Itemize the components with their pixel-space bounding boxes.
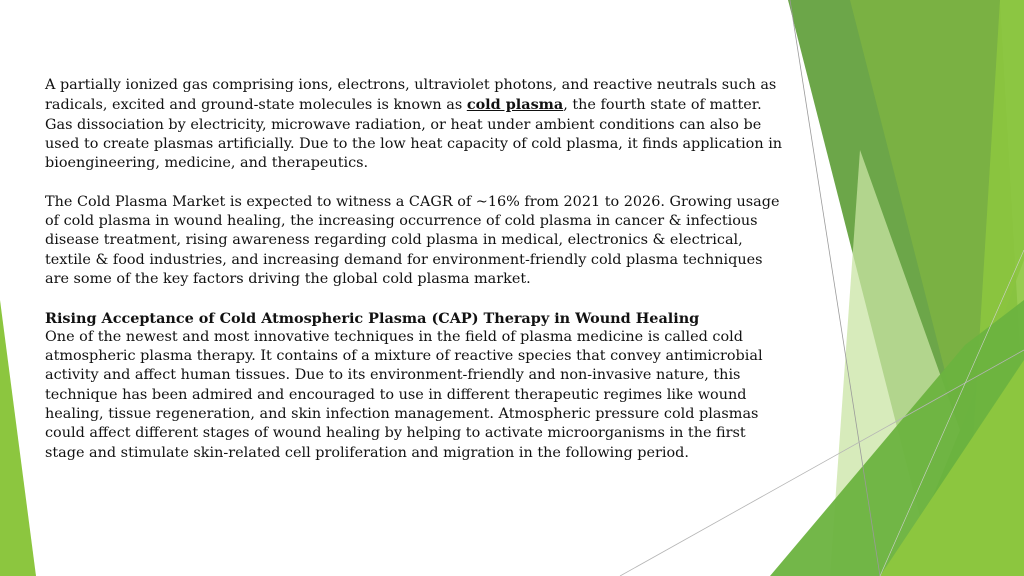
- intro-text-before: A partially ionized gas comprising ions, electrons, ultraviolet photons, and reactive neutrals such as radicals, excited and ground-state molecules is known as: [45, 77, 777, 114]
- section-body: One of the newest and most innovative techniques in the field of plasma medicine is called cold atmospheric plasma therapy. It contains of a mixture of reactive species that convey antimicrobial activity and affect human tissues. Due to its environment-friendly and non-invasive nature, this technique has been admired and encouraged to use in different therapeutic regimes like wound healing, tissue regeneration, and skin infection management. Atmospheric pressure cold plasmas could affect different stages of wound healing by helping to activate microorganisms in the first stage and stimulate skin-related cell proliferation and migration in the following period.: [45, 328, 763, 461]
- intro-text-after: , the fourth state of matter. Gas dissociation by electricity, microwave radiation, or heat under ambient conditions can also be used to create plasmas artificially. Due to the low heat capacity of cold plasma, it finds application in bioengineering, medicine, and therapeutics.: [45, 97, 783, 172]
- section-heading: Rising Acceptance of Cold Atmospheric Plasma (CAP) Therapy in Wound Healing: [45, 309, 700, 327]
- text-content: [45, 76, 785, 463]
- market-paragraph: The Cold Plasma Market is expected to witness a CAGR of ~16% from 2021 to 2026. Growing usage of cold plasma in wound healing, the increasing occurrence of cold plasma in cancer & infectious disease treatment, rising awareness regarding cold plasma in medical, electronics & electrical, textile & food industries, and increasing demand for environment-friendly cold plasma techniques are some of the key factors driving the global cold plasma market.: [45, 193, 780, 287]
- intro-paragraph: [45, 76, 785, 173]
- left-edge-shape: [0, 300, 36, 576]
- cold-plasma-link[interactable]: cold plasma: [466, 96, 564, 114]
